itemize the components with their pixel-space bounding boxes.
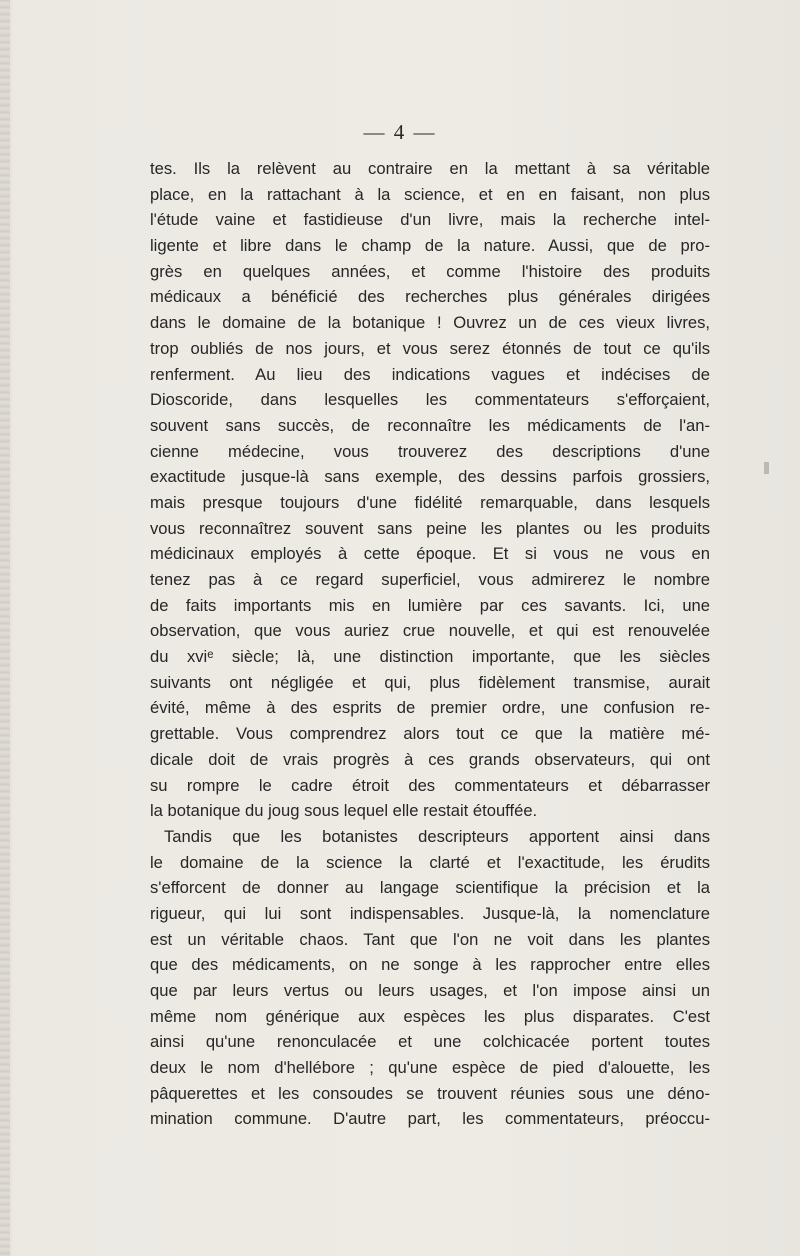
text-line: rigueur, qui lui sont indispensables. Jusque-là, la nomenclature	[150, 903, 710, 923]
page-number: — 4 —	[363, 120, 437, 144]
text-line: s'efforcent de donner au langage scientifique la précision et la	[150, 878, 710, 898]
text-line: grès en quelques années, et comme l'histoire des produits	[150, 261, 710, 281]
text-line: Dioscoride, dans lesquelles les commentateurs s'efforçaient,	[150, 390, 710, 410]
text-line: tenez pas à ce regard superficiel, vous admirerez le nombre	[150, 570, 710, 589]
paragraph-end-line: la botanique du joug sous lequel elle restait étouffée.	[150, 801, 538, 821]
text-line: l'étude vaine et fastidieuse d'un livre, mais la recherche intel-	[150, 210, 710, 230]
text-line: su rompre le cadre étroit des commentateurs et débarrasser	[150, 775, 710, 795]
text-line: médicinaux employés à cette époque. Et si vous ne vous en	[150, 544, 710, 564]
text-line: tes. Ils la relèvent au contraire en la mettant à sa véritable	[150, 159, 710, 178]
text-line: grettable. Vous comprendrez alors tout ce que la matière mé-	[150, 724, 710, 744]
text-line: exactitude jusque-là sans exemple, des dessins parfois grossiers,	[150, 467, 710, 487]
binding-edge	[0, 0, 10, 1256]
text-line: médicaux a bénéficié des recherches plus générales dirigées	[150, 287, 710, 307]
text-line: suivants ont négligée et qui, plus fidèlement transmise, aurait	[150, 672, 710, 692]
text-line: du xviᵉ siècle; là, une distinction importante, que les siècles	[150, 647, 710, 667]
body-text	[150, 156, 710, 1132]
text-line: mination commune. D'autre part, les commentateurs, préoccu-	[150, 1109, 710, 1129]
text-line: ligente et libre dans le champ de la nature. Aussi, que de pro-	[150, 236, 710, 256]
text-line: pâquerettes et les consoudes se trouvent réunies sous une déno-	[150, 1083, 710, 1103]
text-line: renferment. Au lieu des indications vagues et indécises de	[150, 364, 710, 384]
text-line: observation, que vous auriez crue nouvelle, et qui est renouvelée	[150, 621, 710, 641]
text-line: souvent sans succès, de reconnaître les médicaments de l'an-	[150, 415, 710, 435]
text-line: évité, même à des esprits de premier ordre, une confusion re-	[150, 698, 710, 718]
margin-blemish	[764, 462, 769, 474]
text-line: que par leurs vertus ou leurs usages, et l'on impose ainsi un	[150, 981, 710, 1000]
paragraph-start-line: Tandis que les botanistes descripteurs apportent ainsi dans	[164, 826, 710, 846]
text-line: le domaine de la science la clarté et l'exactitude, les érudits	[150, 852, 710, 872]
text-line: vous reconnaîtrez souvent sans peine les plantes ou les produits	[150, 518, 710, 538]
text-line: cienne médecine, vous trouverez des descriptions d'une	[150, 441, 710, 461]
text-line: place, en la rattachant à la science, et en en faisant, non plus	[150, 184, 710, 204]
text-line: ainsi qu'une renonculacée et une colchicacée portent toutes	[150, 1032, 710, 1052]
text-line: mais presque toujours d'une fidélité remarquable, dans lesquels	[150, 492, 710, 512]
text-line: est un véritable chaos. Tant que l'on ne voit dans les plantes	[150, 929, 710, 949]
text-line: que des médicaments, on ne songe à les rapprocher entre elles	[150, 955, 710, 975]
text-line: deux le nom d'hellébore ; qu'une espèce de pied d'alouette, les	[150, 1058, 710, 1078]
text-line: de faits importants mis en lumière par ces savants. Ici, une	[150, 595, 710, 615]
text-line: dicale doit de vrais progrès à ces grands observateurs, qui ont	[150, 749, 710, 769]
text-line: même nom générique aux espèces les plus disparates. C'est	[150, 1006, 710, 1026]
text-line: trop oubliés de nos jours, et vous serez étonnés de tout ce qu'ils	[150, 338, 710, 358]
text-line: dans le domaine de la botanique ! Ouvrez un de ces vieux livres,	[150, 313, 710, 333]
